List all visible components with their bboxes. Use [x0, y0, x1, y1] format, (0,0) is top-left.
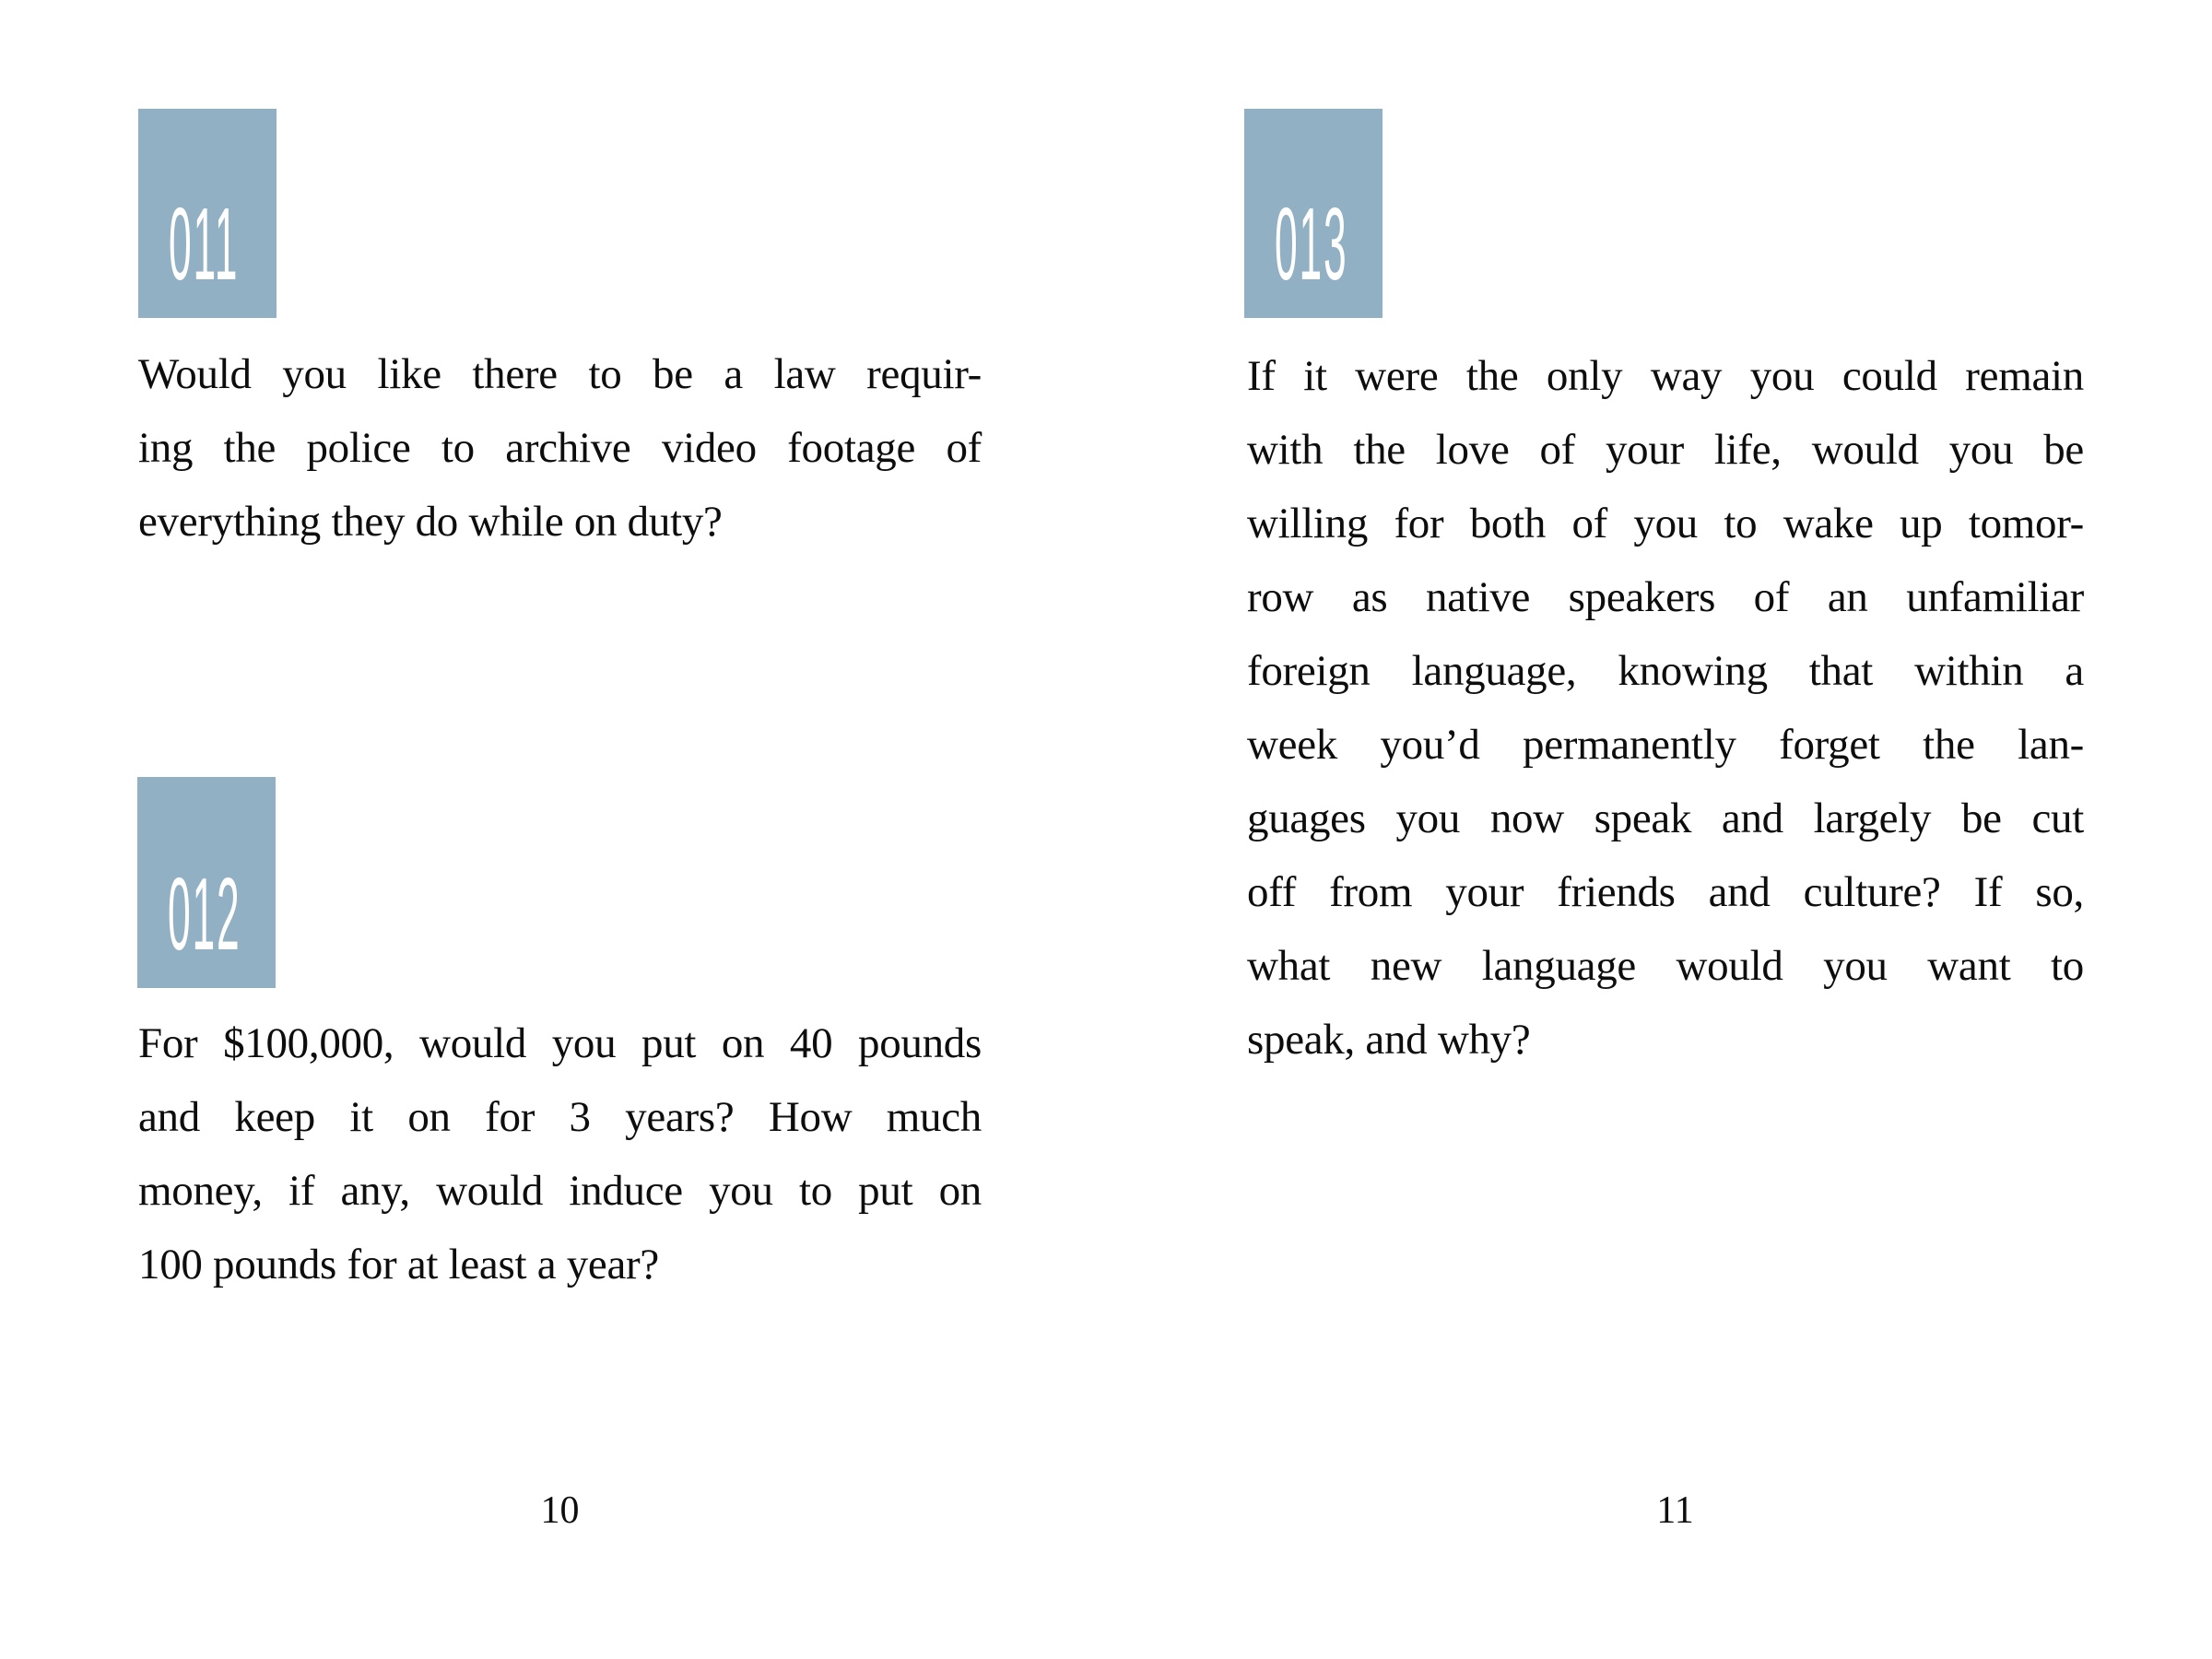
question-line: If it were the only way you could remain: [1247, 352, 2084, 400]
question-line: For $100,000, would you put on 40 pounds: [138, 1019, 982, 1067]
question-line: foreign language, knowing that within a: [1247, 647, 2084, 695]
question-line: with the love of your life, would you be: [1247, 426, 2084, 474]
question-line: 100 pounds for at least a year?: [138, 1241, 659, 1288]
page-number: 10: [540, 1489, 580, 1532]
question-line: ing the police to archive video footage of: [138, 424, 982, 472]
question-number-badge: [138, 109, 276, 318]
question-number: 013: [1275, 186, 1348, 301]
question-line: row as native speakers of an unfamiliar: [1247, 573, 2084, 621]
question-text: [138, 337, 982, 559]
question-text: [1247, 339, 2084, 1077]
question-line: willing for both of you to wake up tomor-: [1247, 500, 2084, 547]
question-number-badge: [1244, 109, 1382, 318]
question-line: Would you like there to be a law requir-: [138, 350, 982, 398]
question-number-badge: [137, 777, 276, 988]
question-line: everything they do while on duty?: [138, 498, 723, 546]
page-number: 11: [1656, 1489, 1694, 1532]
question-text: [138, 1006, 982, 1301]
question-line: money, if any, would induce you to put on: [138, 1167, 982, 1215]
question-line: guages you now speak and largely be cut: [1247, 794, 2084, 842]
question-line: speak, and why?: [1247, 1016, 1531, 1064]
question-line: week you’d permanently forget the lan-: [1247, 721, 2084, 769]
question-number: 012: [168, 856, 241, 971]
question-line: off from your friends and culture? If so,: [1247, 868, 2084, 916]
question-line: and keep it on for 3 years? How much: [138, 1093, 982, 1141]
question-number: 011: [169, 186, 240, 301]
question-line: what new language would you want to: [1247, 942, 2084, 990]
